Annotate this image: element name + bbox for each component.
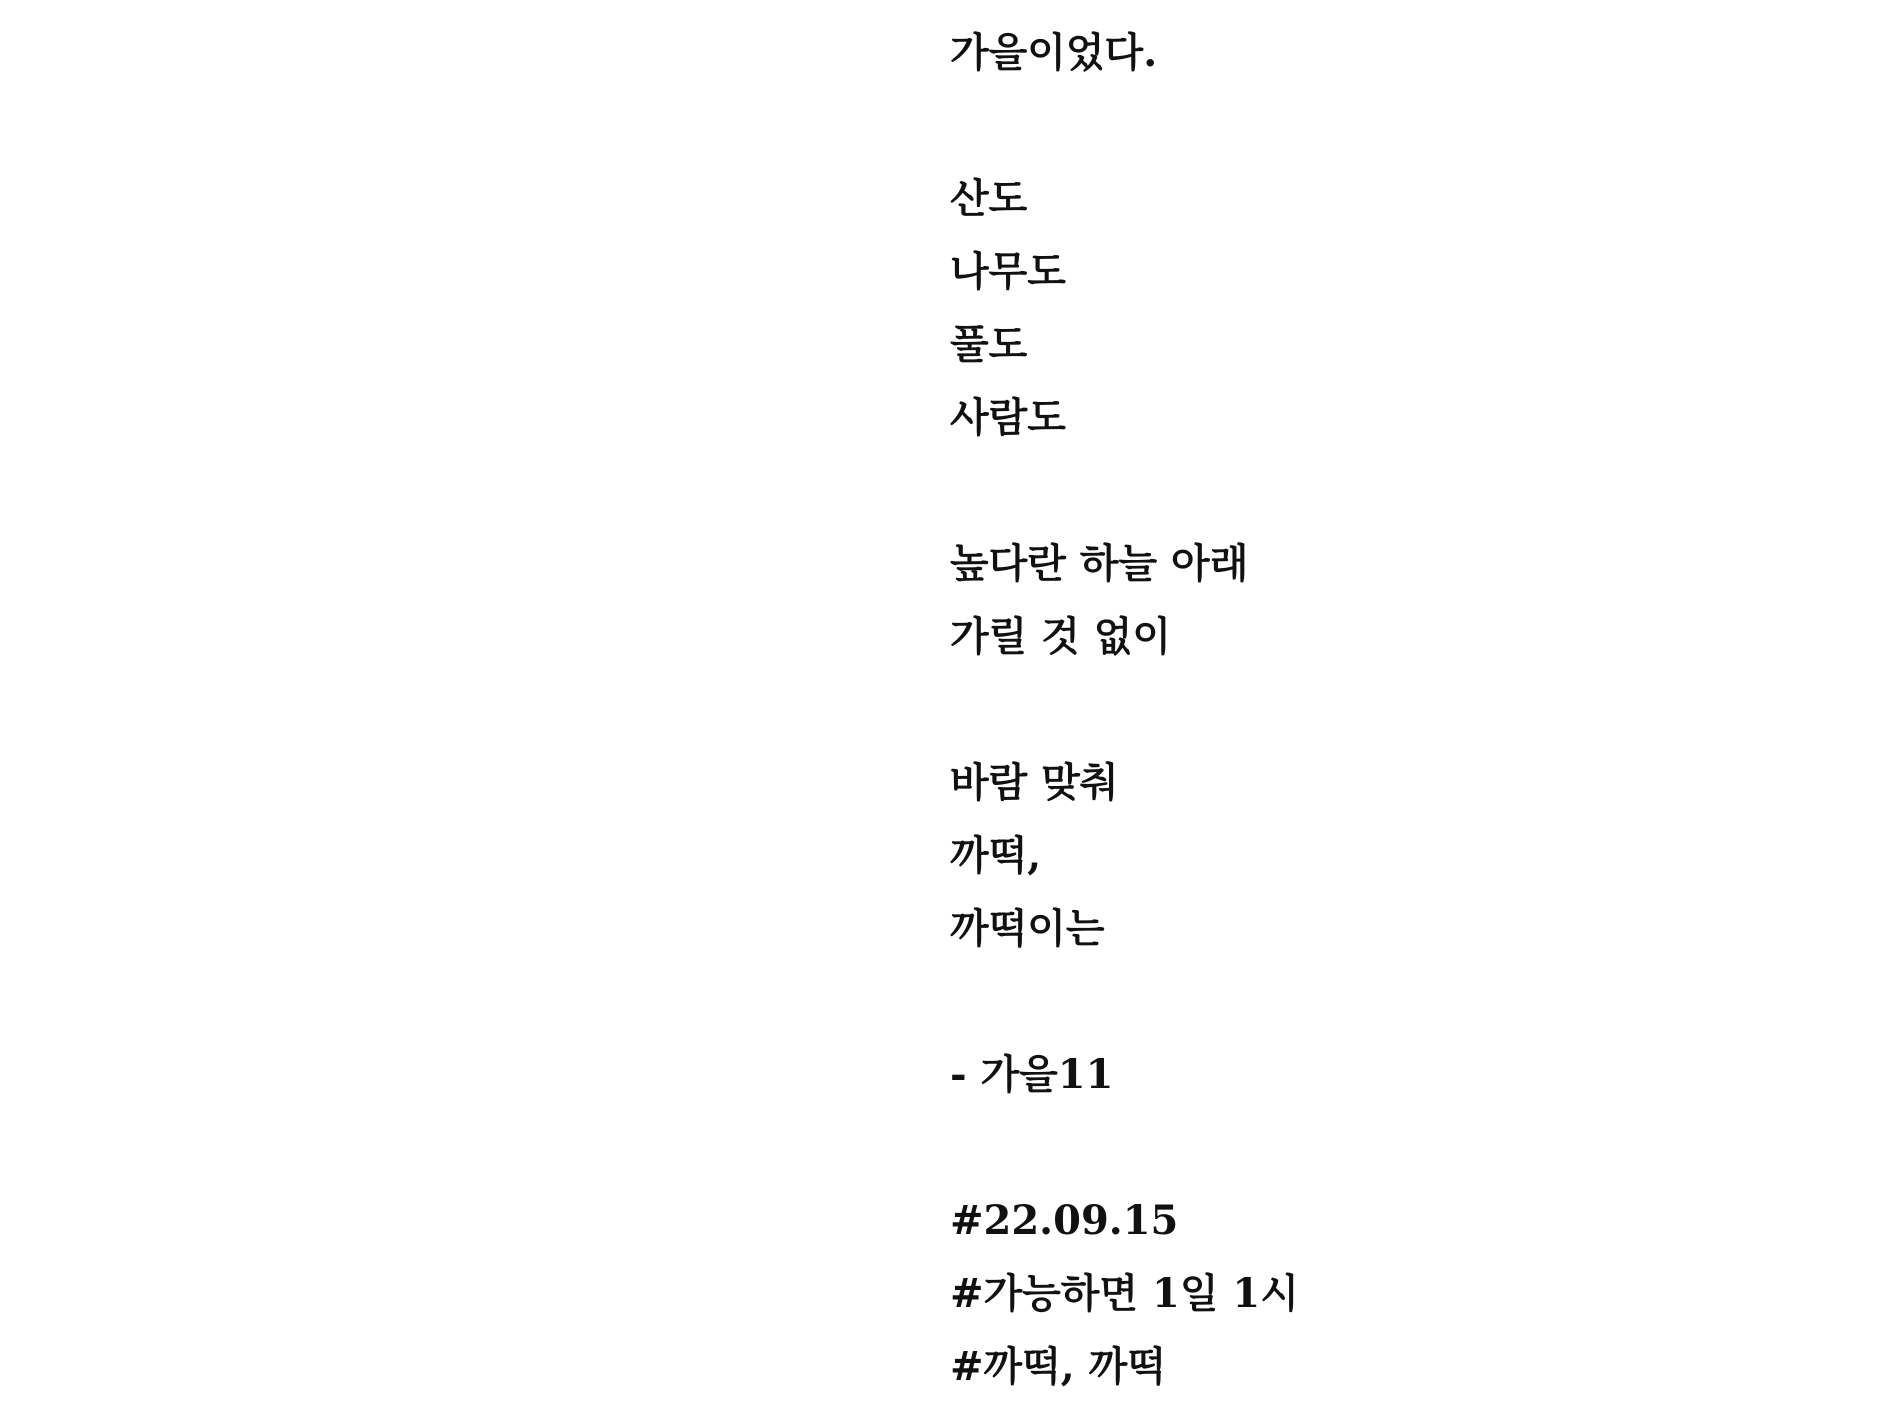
poem-line: 사람도: [950, 394, 1066, 441]
poem-line: 풀도: [950, 321, 1028, 368]
poem-signature: - 가을11: [950, 1051, 1114, 1098]
poem-line: 높다란 하늘 아래: [950, 540, 1249, 587]
poem-line: 까떡이는: [950, 905, 1105, 952]
stanza-gap: [950, 1117, 1850, 1190]
poem-line: 가을이었다.: [950, 29, 1158, 76]
hashtag[interactable]: #22.09.15: [950, 1197, 1179, 1244]
stanza-gap: [950, 95, 1850, 168]
poem-line: 가릴 것 없이: [950, 613, 1172, 660]
hashtag[interactable]: #까떡, 까떡: [950, 1343, 1166, 1390]
poem-line: 나무도: [950, 248, 1066, 295]
poem-body: [950, 22, 1850, 1409]
poem-line: 까떡,: [950, 832, 1042, 879]
stanza-gap: [950, 679, 1850, 752]
stanza-gap: [950, 971, 1850, 1044]
poem-line: 바람 맞춰: [950, 759, 1119, 806]
poem-line: 산도: [950, 175, 1028, 222]
stanza-gap: [950, 460, 1850, 533]
hashtag[interactable]: #가능하면 1일 1시: [950, 1270, 1299, 1317]
